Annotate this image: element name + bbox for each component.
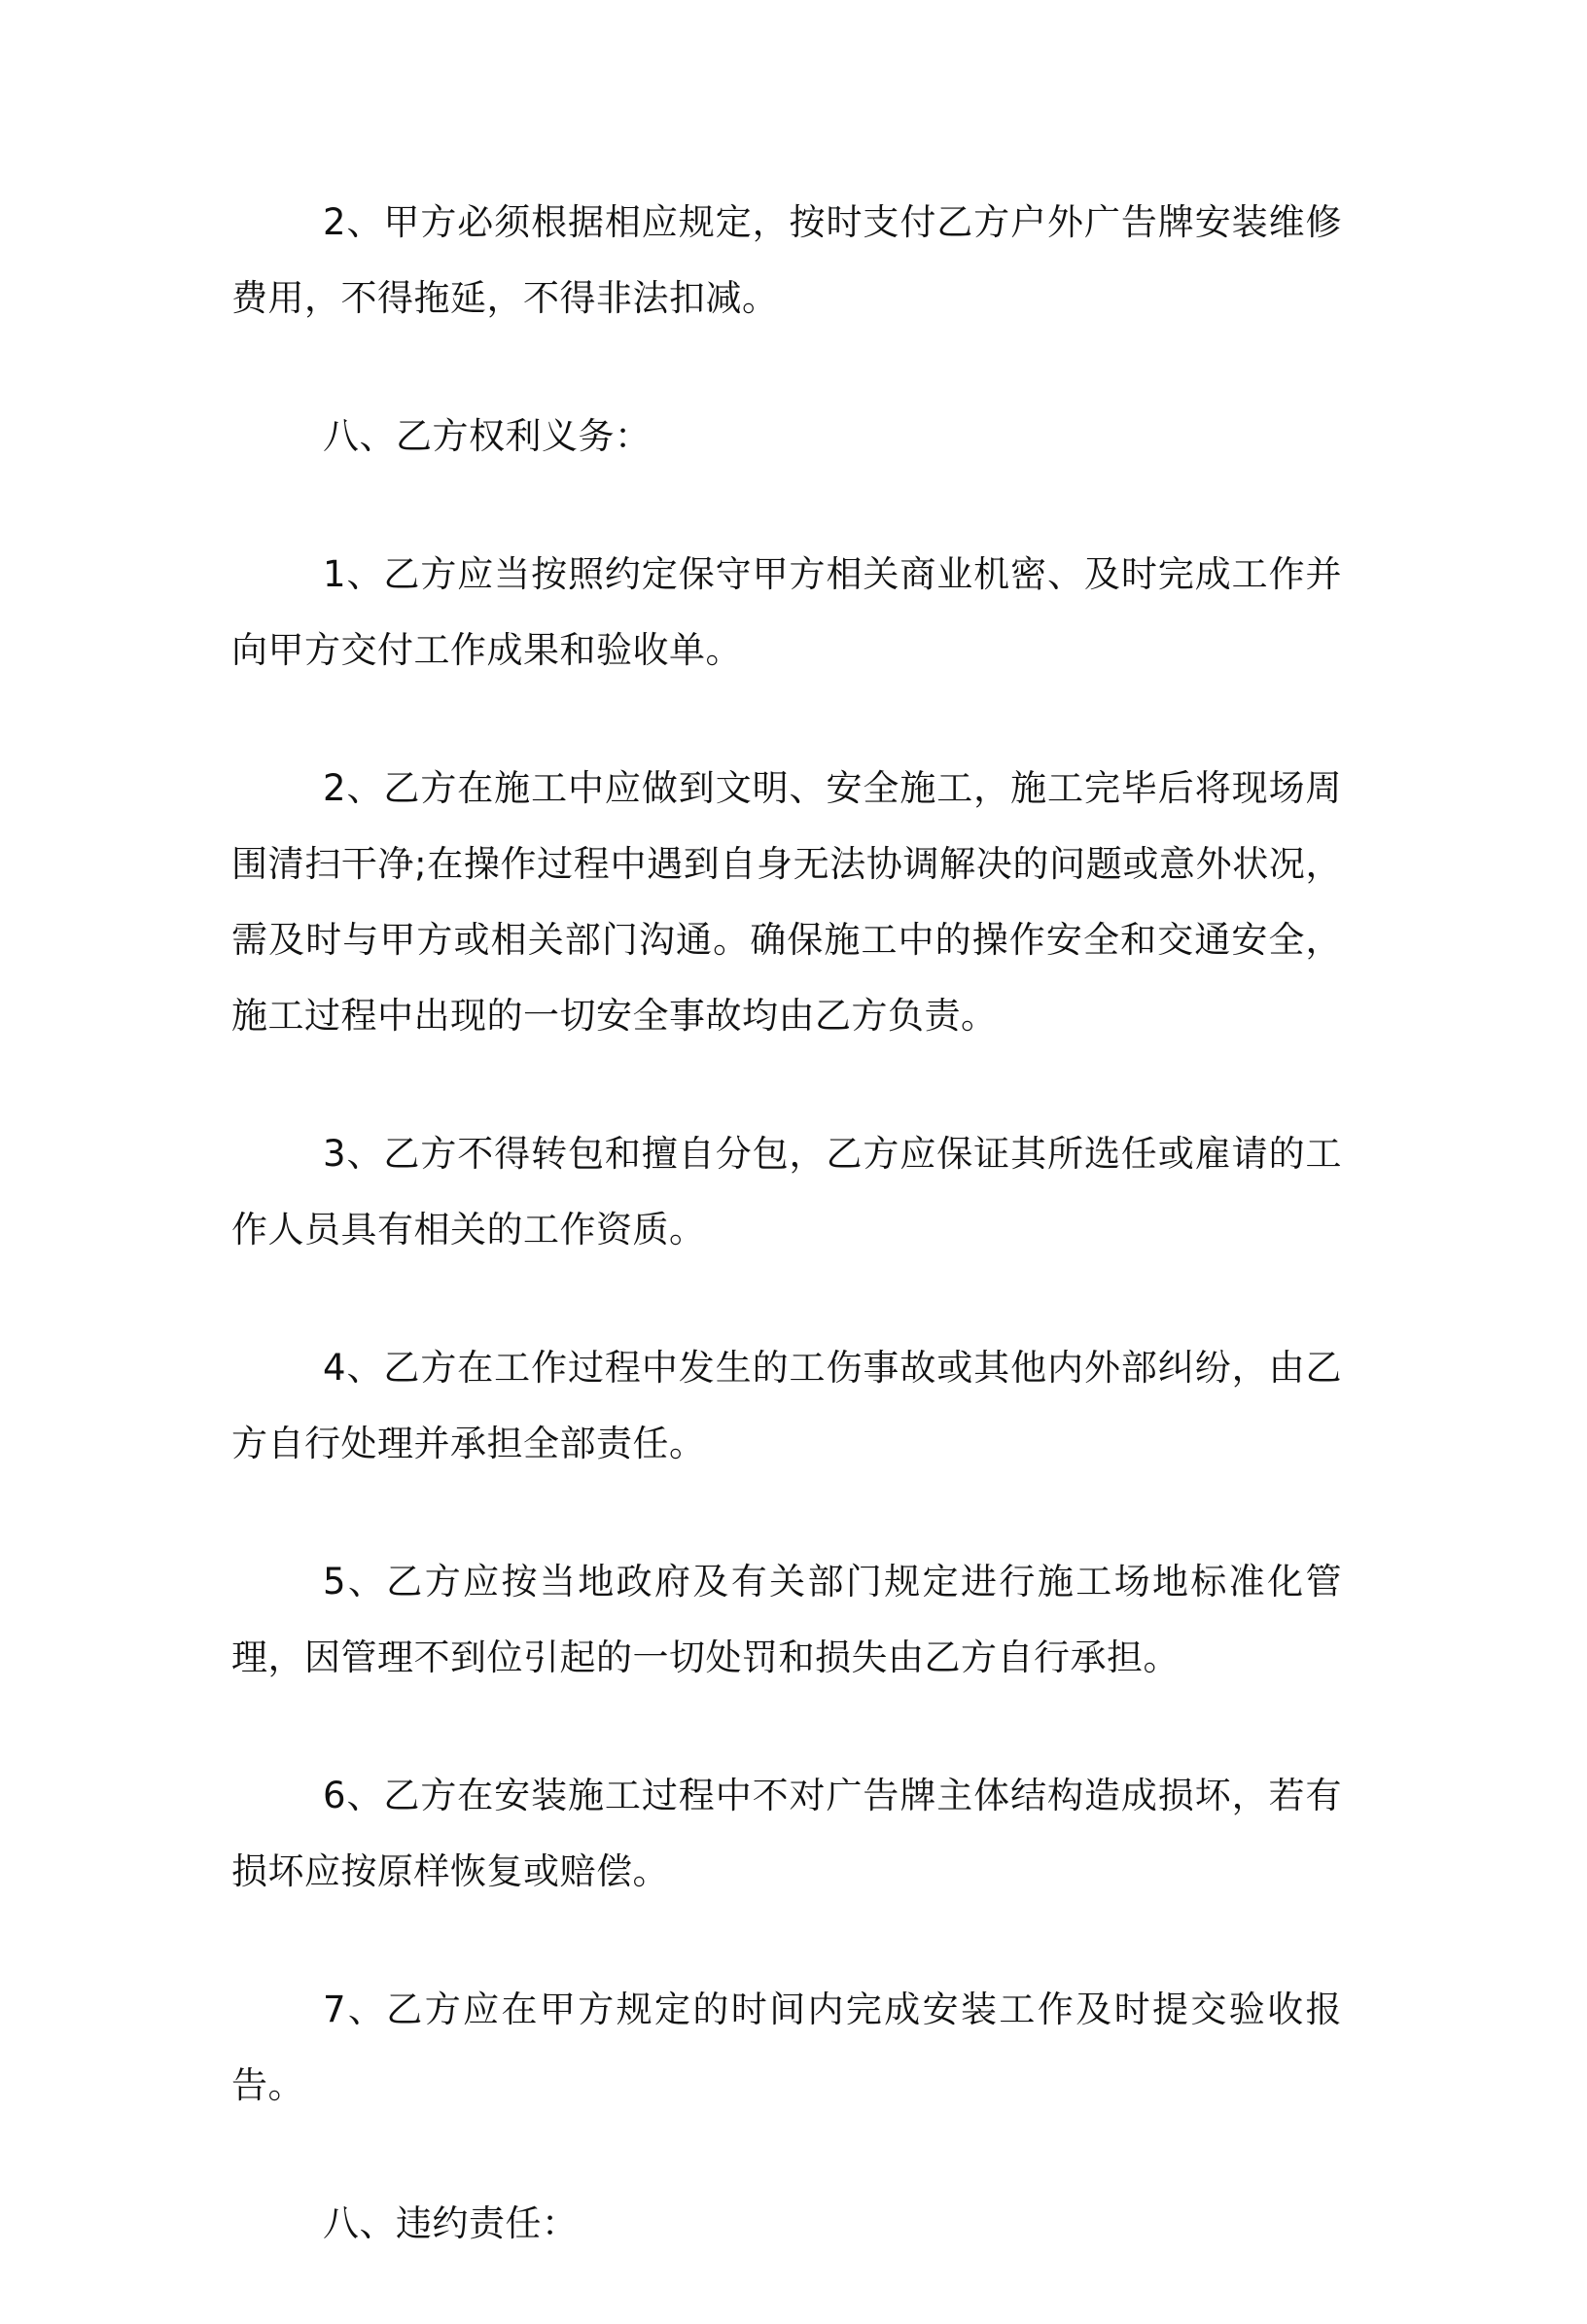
paragraph-clause-2-party-a: 2、甲方必须根据相应规定，按时支付乙方户外广告牌安装维修费用，不得拖延，不得非法扣减。	[231, 201, 1342, 319]
paragraph-clause-5: 5、乙方应按当地政府及有关部门规定进行施工场地标准化管理，因管理不到位引起的一切处罚和损失由乙方自行承担。	[231, 1561, 1342, 1678]
paragraph-clause-6: 6、乙方在安装施工过程中不对广告牌主体结构造成损坏，若有损坏应按原样恢复或赔偿。	[231, 1775, 1342, 1892]
paragraph-clause-3: 3、乙方不得转包和擅自分包，乙方应保证其所选任或雇请的工作人员具有相关的工作资质。	[231, 1133, 1342, 1250]
section-heading-liability: 八、违约责任：	[323, 2202, 579, 2244]
paragraph-clause-7: 7、乙方应在甲方规定的时间内完成安装工作及时提交验收报告。	[231, 1989, 1342, 2106]
paragraph-clause-2: 2、乙方在施工中应做到文明、安全施工，施工完毕后将现场周围清扫干净;在操作过程中遇到自身无法协调解决的问题或意外状况，需及时与甲方或相关部门沟通。确保施工中的操作安全和交通安全，施工过程中出现的一切安全事故均由乙方负责。	[231, 767, 1342, 1037]
paragraph-clause-4: 4、乙方在工作过程中发生的工伤事故或其他内外部纠纷，由乙方自行处理并承担全部责任。	[231, 1347, 1342, 1464]
paragraph-clause-1: 1、乙方应当按照约定保守甲方相关商业机密、及时完成工作并向甲方交付工作成果和验收单。	[231, 553, 1342, 671]
section-heading-party-b-rights: 八、乙方权利义务：	[323, 415, 652, 457]
document-body	[231, 185, 1342, 2324]
